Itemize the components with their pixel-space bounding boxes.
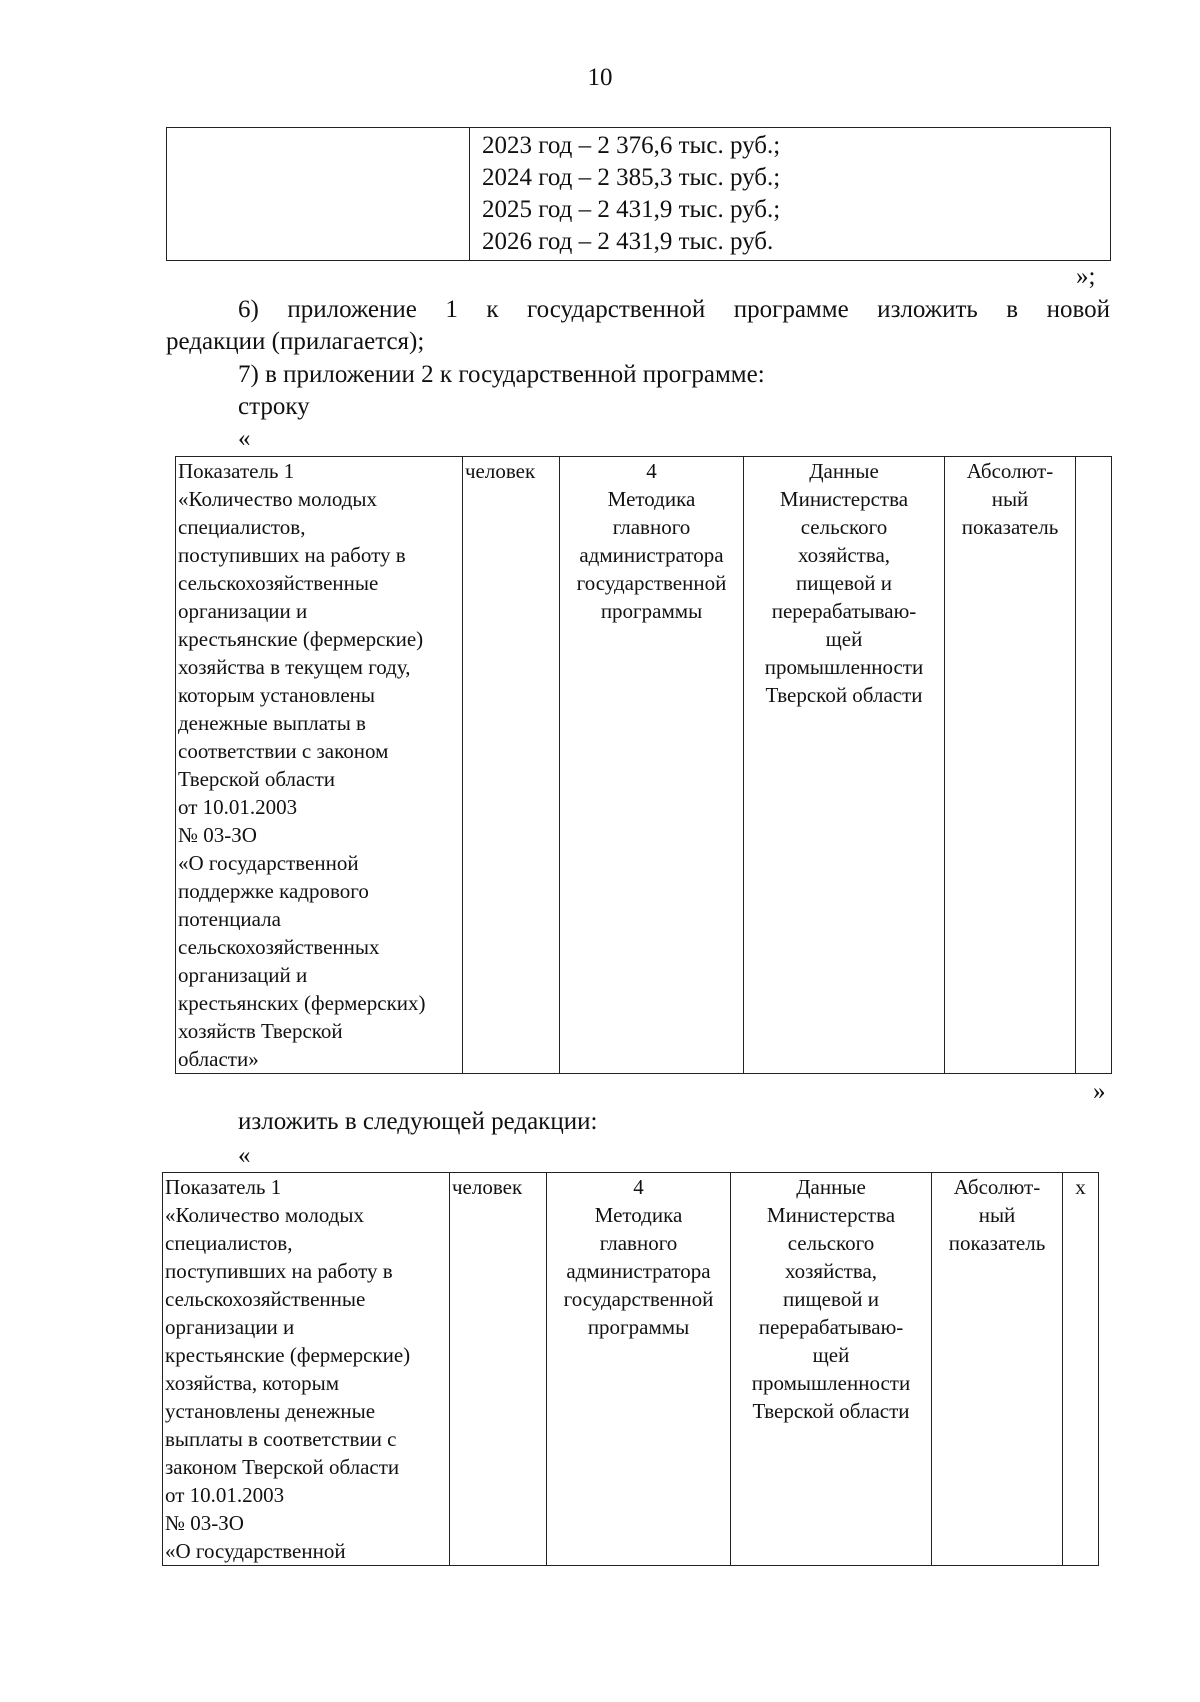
indicator-name-cell	[176, 457, 463, 1074]
cell-line: денежные выплаты в	[178, 711, 366, 735]
cell-line: установлены денежные	[165, 1399, 376, 1423]
cell-line: государственной	[576, 571, 727, 595]
cell-line: Тверской области	[178, 767, 336, 791]
item-6-paragraph	[166, 294, 1110, 358]
indicator-type-cell	[932, 1173, 1063, 1566]
cell-line: крестьянские (фермерские)	[178, 627, 424, 651]
cell-line: Методика	[607, 487, 696, 511]
cell-line: хозяйства, которым	[165, 1371, 340, 1395]
cell-line: «О государственной	[165, 1539, 346, 1563]
new-indicator-table	[162, 1172, 1099, 1566]
old-indicator-table	[175, 456, 1112, 1074]
item-6-line-2: редакции (прилагается);	[166, 328, 425, 355]
method-number: 4	[633, 1175, 644, 1199]
last-cell	[1063, 1173, 1099, 1566]
method-text	[562, 485, 741, 625]
cell-line: промышленности	[764, 655, 924, 679]
cell-line: пищевой и	[783, 1287, 879, 1311]
budget-row: 2025 год – 2 431,9 тыс. руб.;	[482, 196, 781, 223]
cell-line: ный	[978, 1203, 1016, 1227]
cell-line: сельскохозяйственные	[178, 571, 379, 595]
budget-row: 2026 год – 2 431,9 тыс. руб.	[482, 228, 774, 255]
budget-row: 2023 год – 2 376,6 тыс. руб.;	[482, 132, 781, 159]
cell-line: «О государственной	[178, 851, 359, 875]
cell-line: Тверской области	[765, 683, 923, 707]
cell-line: показатель	[948, 1231, 1046, 1255]
cell-line: сельскохозяйственные	[165, 1287, 366, 1311]
indicator-type-text	[947, 457, 1073, 541]
cell-line: поступивших на работу в	[178, 543, 406, 567]
closing-quote: »	[1093, 1078, 1106, 1105]
cell-line: крестьянских (фермерских)	[178, 991, 426, 1015]
cell-line: Показатель 1	[165, 1175, 282, 1199]
cell-line: щей	[825, 627, 863, 651]
cell-line: организации и	[165, 1315, 295, 1339]
cell-line: Министерства	[766, 1203, 896, 1227]
cell-line: программы	[600, 599, 703, 623]
cell-line: которым установлены	[178, 683, 376, 707]
opening-quote: «	[238, 1142, 251, 1169]
source-cell	[744, 457, 945, 1074]
indicator-name-text	[178, 457, 460, 1073]
cell-line: хозяйств Тверской	[178, 1019, 343, 1043]
cell-line: области»	[178, 1047, 259, 1071]
unit-text: человек	[452, 1175, 523, 1199]
cell-line: выплаты в соответствии с	[165, 1427, 397, 1451]
method-text	[549, 1201, 728, 1341]
cell-line: перерабатываю-	[771, 599, 917, 623]
cell-line: соответствии с законом	[178, 739, 389, 763]
replace-text: изложить в следующей редакции:	[238, 1108, 598, 1135]
source-text	[746, 457, 942, 709]
cell-line: Абсолют-	[953, 1175, 1041, 1199]
cell-line: государственной	[563, 1287, 714, 1311]
cell-line: главного	[612, 515, 691, 539]
cell-line: перерабатываю-	[758, 1315, 904, 1339]
cell-line: № 03-ЗО	[178, 823, 257, 847]
cell-line: администратора	[566, 1259, 711, 1283]
cell-line: сельскохозяйственных	[178, 935, 380, 959]
page-number: 10	[587, 64, 613, 91]
cell-line: Тверской области	[752, 1399, 910, 1423]
cell-line: № 03-ЗО	[165, 1511, 244, 1535]
cell-line: «Количество молодых	[178, 487, 378, 511]
method-cell	[560, 457, 744, 1074]
cell-line: Министерства	[779, 487, 909, 511]
cell-line: специалистов,	[165, 1231, 293, 1255]
cell-line: щей	[812, 1343, 850, 1367]
cell-line: ный	[991, 487, 1029, 511]
unit-text: человек	[465, 459, 536, 483]
cell-line: крестьянские (фермерские)	[165, 1343, 411, 1367]
budget-values-cell	[470, 128, 1111, 261]
cell-line: пищевой и	[796, 571, 892, 595]
method-cell	[547, 1173, 731, 1566]
cell-line: сельского	[800, 515, 888, 539]
item-7-heading: 7) в приложении 2 к государственной программе:	[238, 361, 765, 388]
cell-line: от 10.01.2003	[178, 795, 298, 819]
cell-line: специалистов,	[178, 515, 306, 539]
unit-cell	[450, 1173, 547, 1566]
indicator-name-cell	[163, 1173, 450, 1566]
cell-line: законом Тверской области	[165, 1455, 400, 1479]
budget-row: 2024 год – 2 385,3 тыс. руб.;	[482, 164, 781, 191]
source-text	[733, 1173, 929, 1425]
cell-line: администратора	[579, 543, 724, 567]
cell-line: промышленности	[751, 1371, 911, 1395]
cell-line: Показатель 1	[178, 459, 295, 483]
indicator-type-text	[934, 1173, 1060, 1257]
method-number: 4	[646, 459, 657, 483]
last-cell-text: х	[1075, 1175, 1086, 1199]
cell-line: Данные	[809, 459, 879, 483]
source-cell	[731, 1173, 932, 1566]
cell-line: от 10.01.2003	[165, 1483, 285, 1507]
cell-line: хозяйства,	[797, 543, 891, 567]
unit-cell	[463, 457, 560, 1074]
cell-line: организаций и	[178, 963, 308, 987]
cell-line: потенциала	[178, 907, 281, 931]
cell-line: программы	[587, 1315, 690, 1339]
indicator-name-text	[165, 1173, 447, 1565]
cell-line: «Количество молодых	[165, 1203, 365, 1227]
cell-line: хозяйства в текущем году,	[178, 655, 411, 679]
budget-empty-cell	[167, 128, 470, 261]
cell-line: поступивших на работу в	[165, 1259, 393, 1283]
indicator-type-cell	[945, 457, 1076, 1074]
cell-line: Данные	[796, 1175, 866, 1199]
row-word: строку	[238, 393, 310, 420]
closing-quote: »;	[1076, 263, 1096, 290]
cell-line: хозяйства,	[784, 1259, 878, 1283]
budget-table	[166, 127, 1111, 261]
cell-line: поддержке кадрового	[178, 879, 369, 903]
cell-line: главного	[599, 1231, 678, 1255]
cell-line: Абсолют-	[966, 459, 1054, 483]
cell-line: показатель	[961, 515, 1059, 539]
last-cell	[1076, 457, 1112, 1074]
cell-line: Методика	[594, 1203, 683, 1227]
opening-quote: «	[238, 425, 251, 452]
item-6-line-1: 6) приложение 1 к государственной программе изложить в новой	[238, 296, 1110, 323]
cell-line: сельского	[787, 1231, 875, 1255]
cell-line: организации и	[178, 599, 308, 623]
